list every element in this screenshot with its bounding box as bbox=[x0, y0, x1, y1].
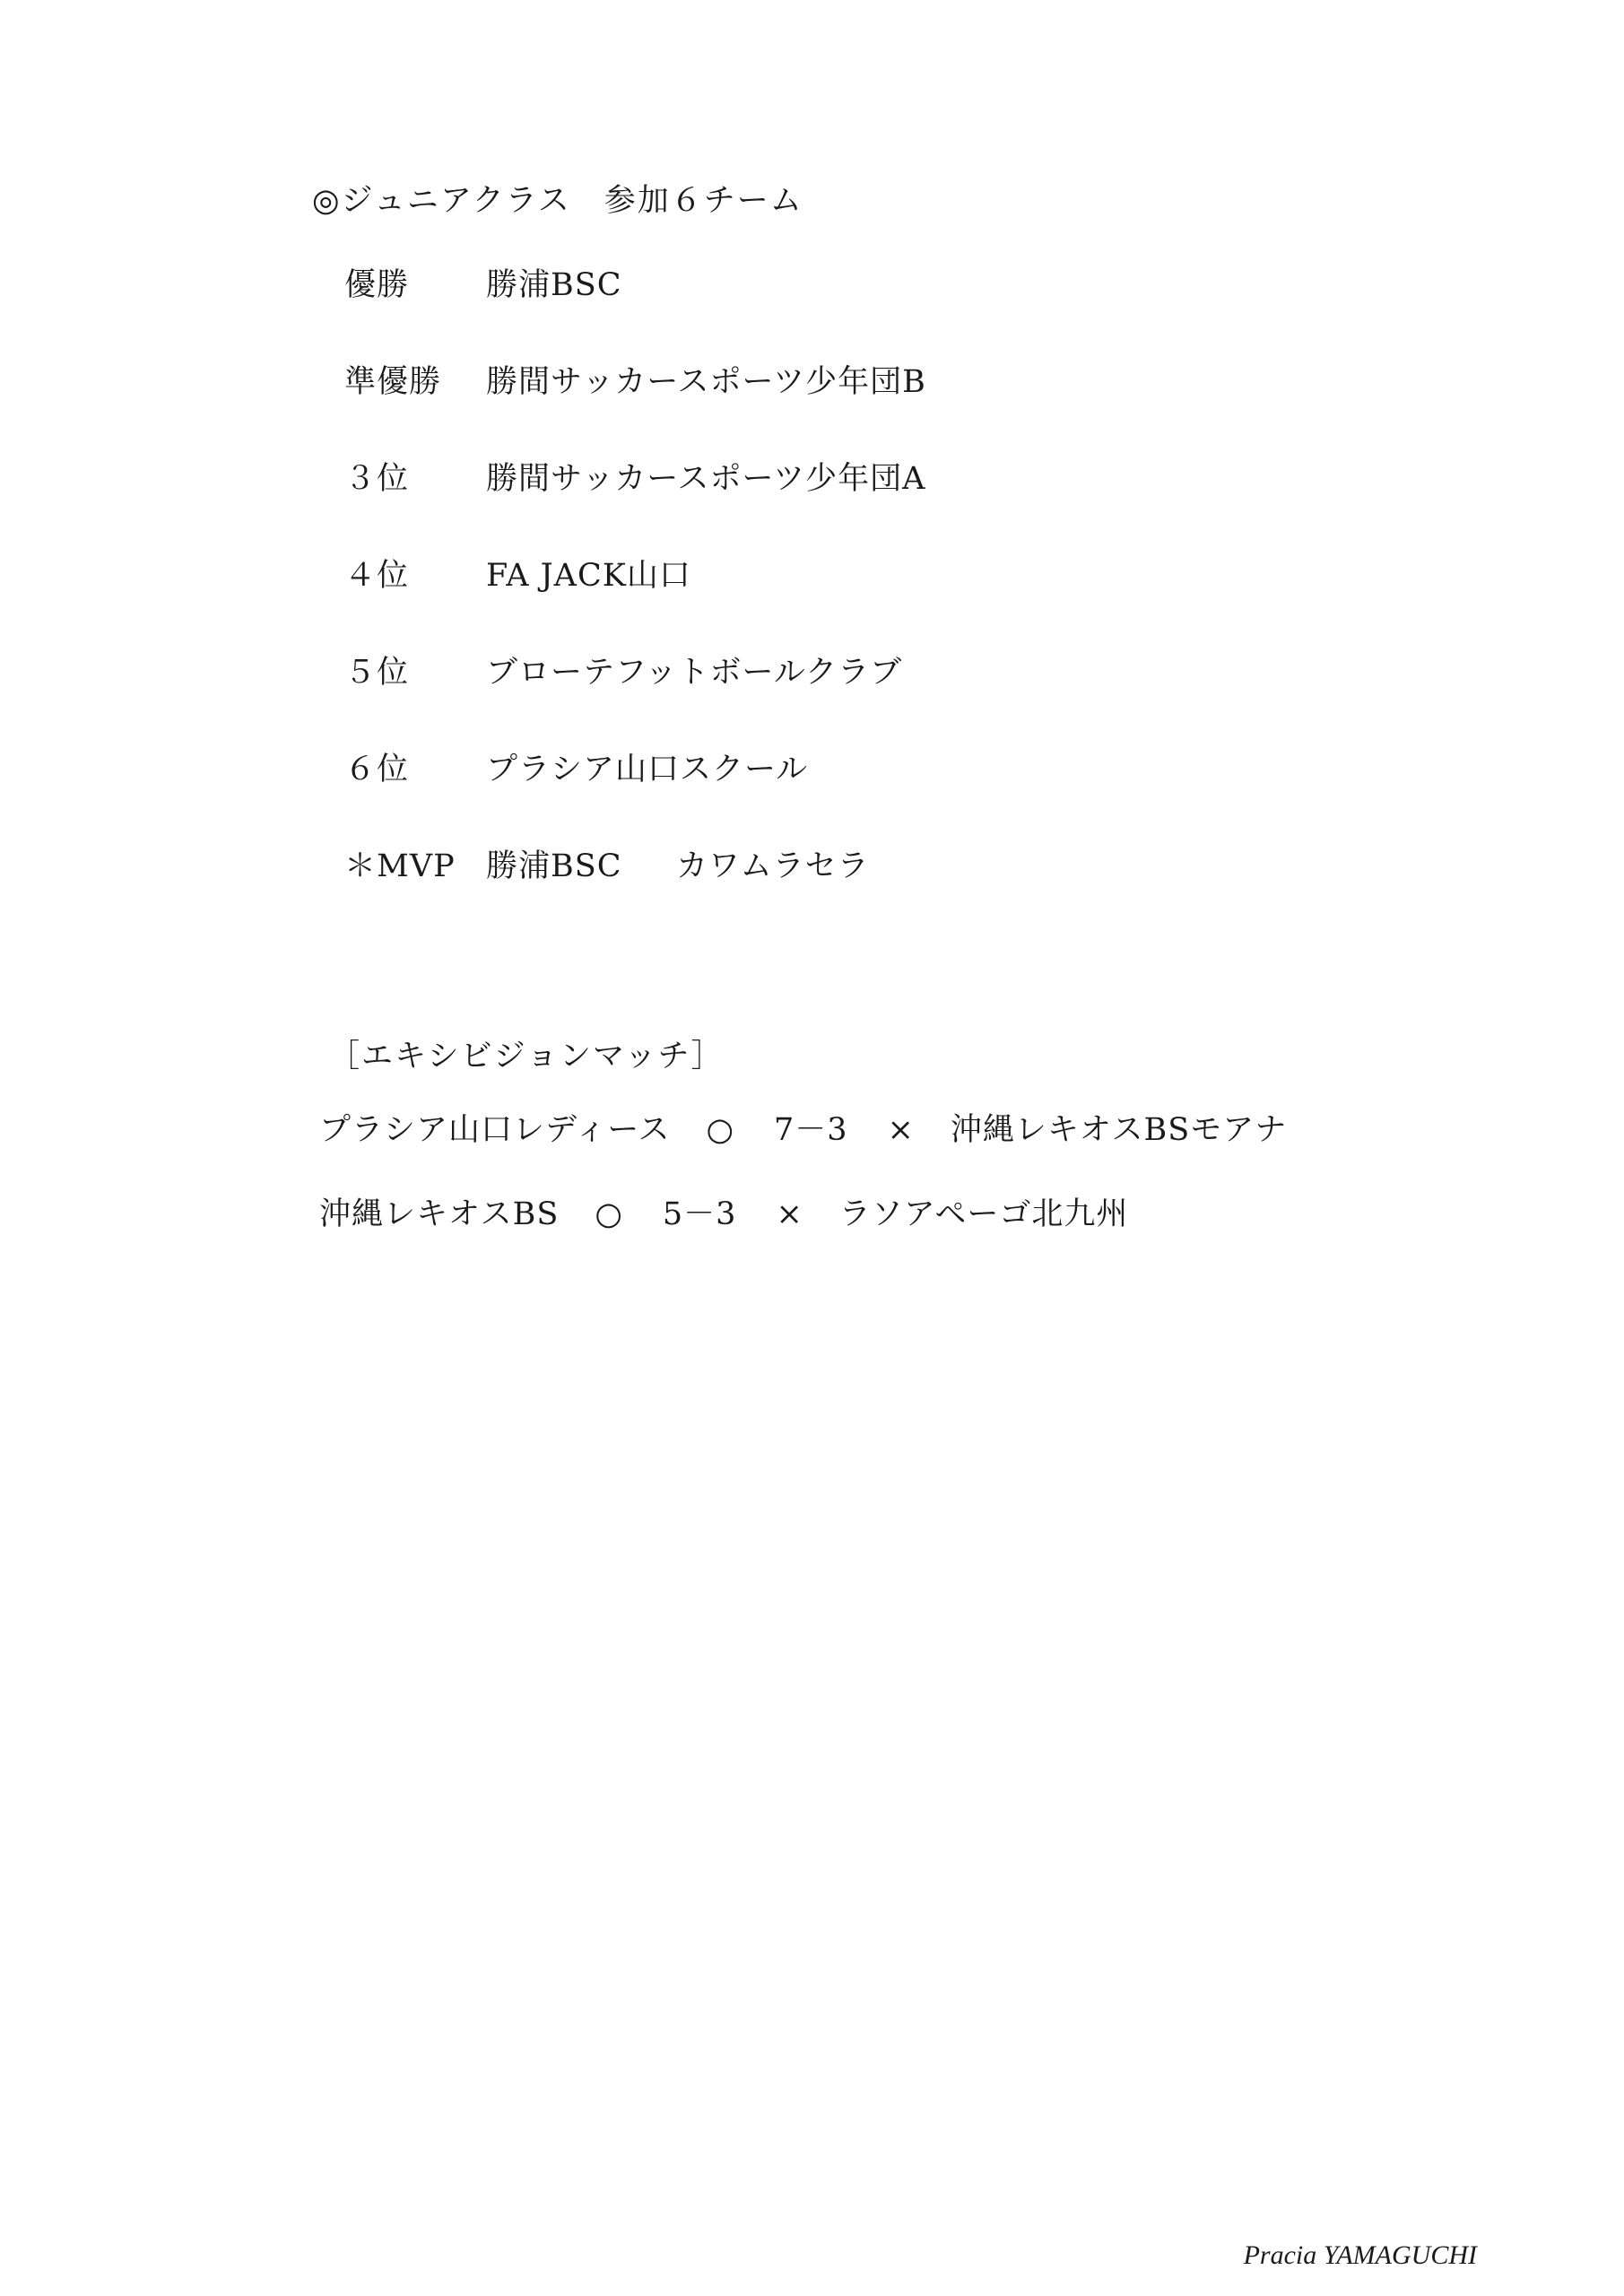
match-score: 7－3 bbox=[774, 1112, 848, 1148]
match-home-team: プラシア山口レディース bbox=[319, 1112, 671, 1148]
result-team: FA JACK山口 bbox=[486, 558, 691, 594]
result-rank: 準優勝 bbox=[344, 364, 442, 400]
exhibition-match-2 bbox=[319, 1189, 1128, 1234]
result-team: ブローテフットボールクラブ bbox=[486, 655, 903, 691]
mvp-label: ＊MVP bbox=[344, 848, 456, 884]
result-team: プラシア山口スクール bbox=[486, 752, 809, 787]
result-team: 勝間サッカースポーツ少年団A bbox=[486, 461, 926, 497]
result-rank: ４位 bbox=[344, 558, 410, 594]
match-win-mark: ○ bbox=[595, 1196, 623, 1232]
match-win-mark: ○ bbox=[706, 1112, 734, 1148]
exhibition-match-1 bbox=[319, 1105, 1287, 1150]
match-away-team: 沖縄レキオスBSモアナ bbox=[950, 1112, 1288, 1148]
match-home-team: 沖縄レキオスBS bbox=[319, 1196, 560, 1232]
match-lose-mark: × bbox=[776, 1196, 803, 1232]
mvp-team: 勝浦BSC bbox=[486, 848, 622, 884]
result-team: 勝浦BSC bbox=[486, 267, 622, 303]
exhibition-heading: ［エキシビジョンマッチ］ bbox=[328, 1039, 725, 1074]
result-rank: 優勝 bbox=[344, 267, 410, 303]
junior-class-heading: ◎ジュニアクラス 参加６チーム bbox=[312, 183, 803, 219]
match-away-team: ラソアペーゴ北九州 bbox=[838, 1196, 1129, 1232]
result-rank: ６位 bbox=[344, 752, 410, 787]
match-lose-mark: × bbox=[887, 1112, 915, 1148]
mvp-player: カワムラセラ bbox=[676, 848, 870, 884]
result-rank: ５位 bbox=[344, 655, 410, 691]
match-score: 5－3 bbox=[662, 1196, 737, 1232]
result-rank: ３位 bbox=[344, 461, 410, 497]
footer-brand: Pracia YAMAGUCHI bbox=[1243, 2240, 1477, 2270]
result-team: 勝間サッカースポーツ少年団B bbox=[486, 364, 926, 400]
